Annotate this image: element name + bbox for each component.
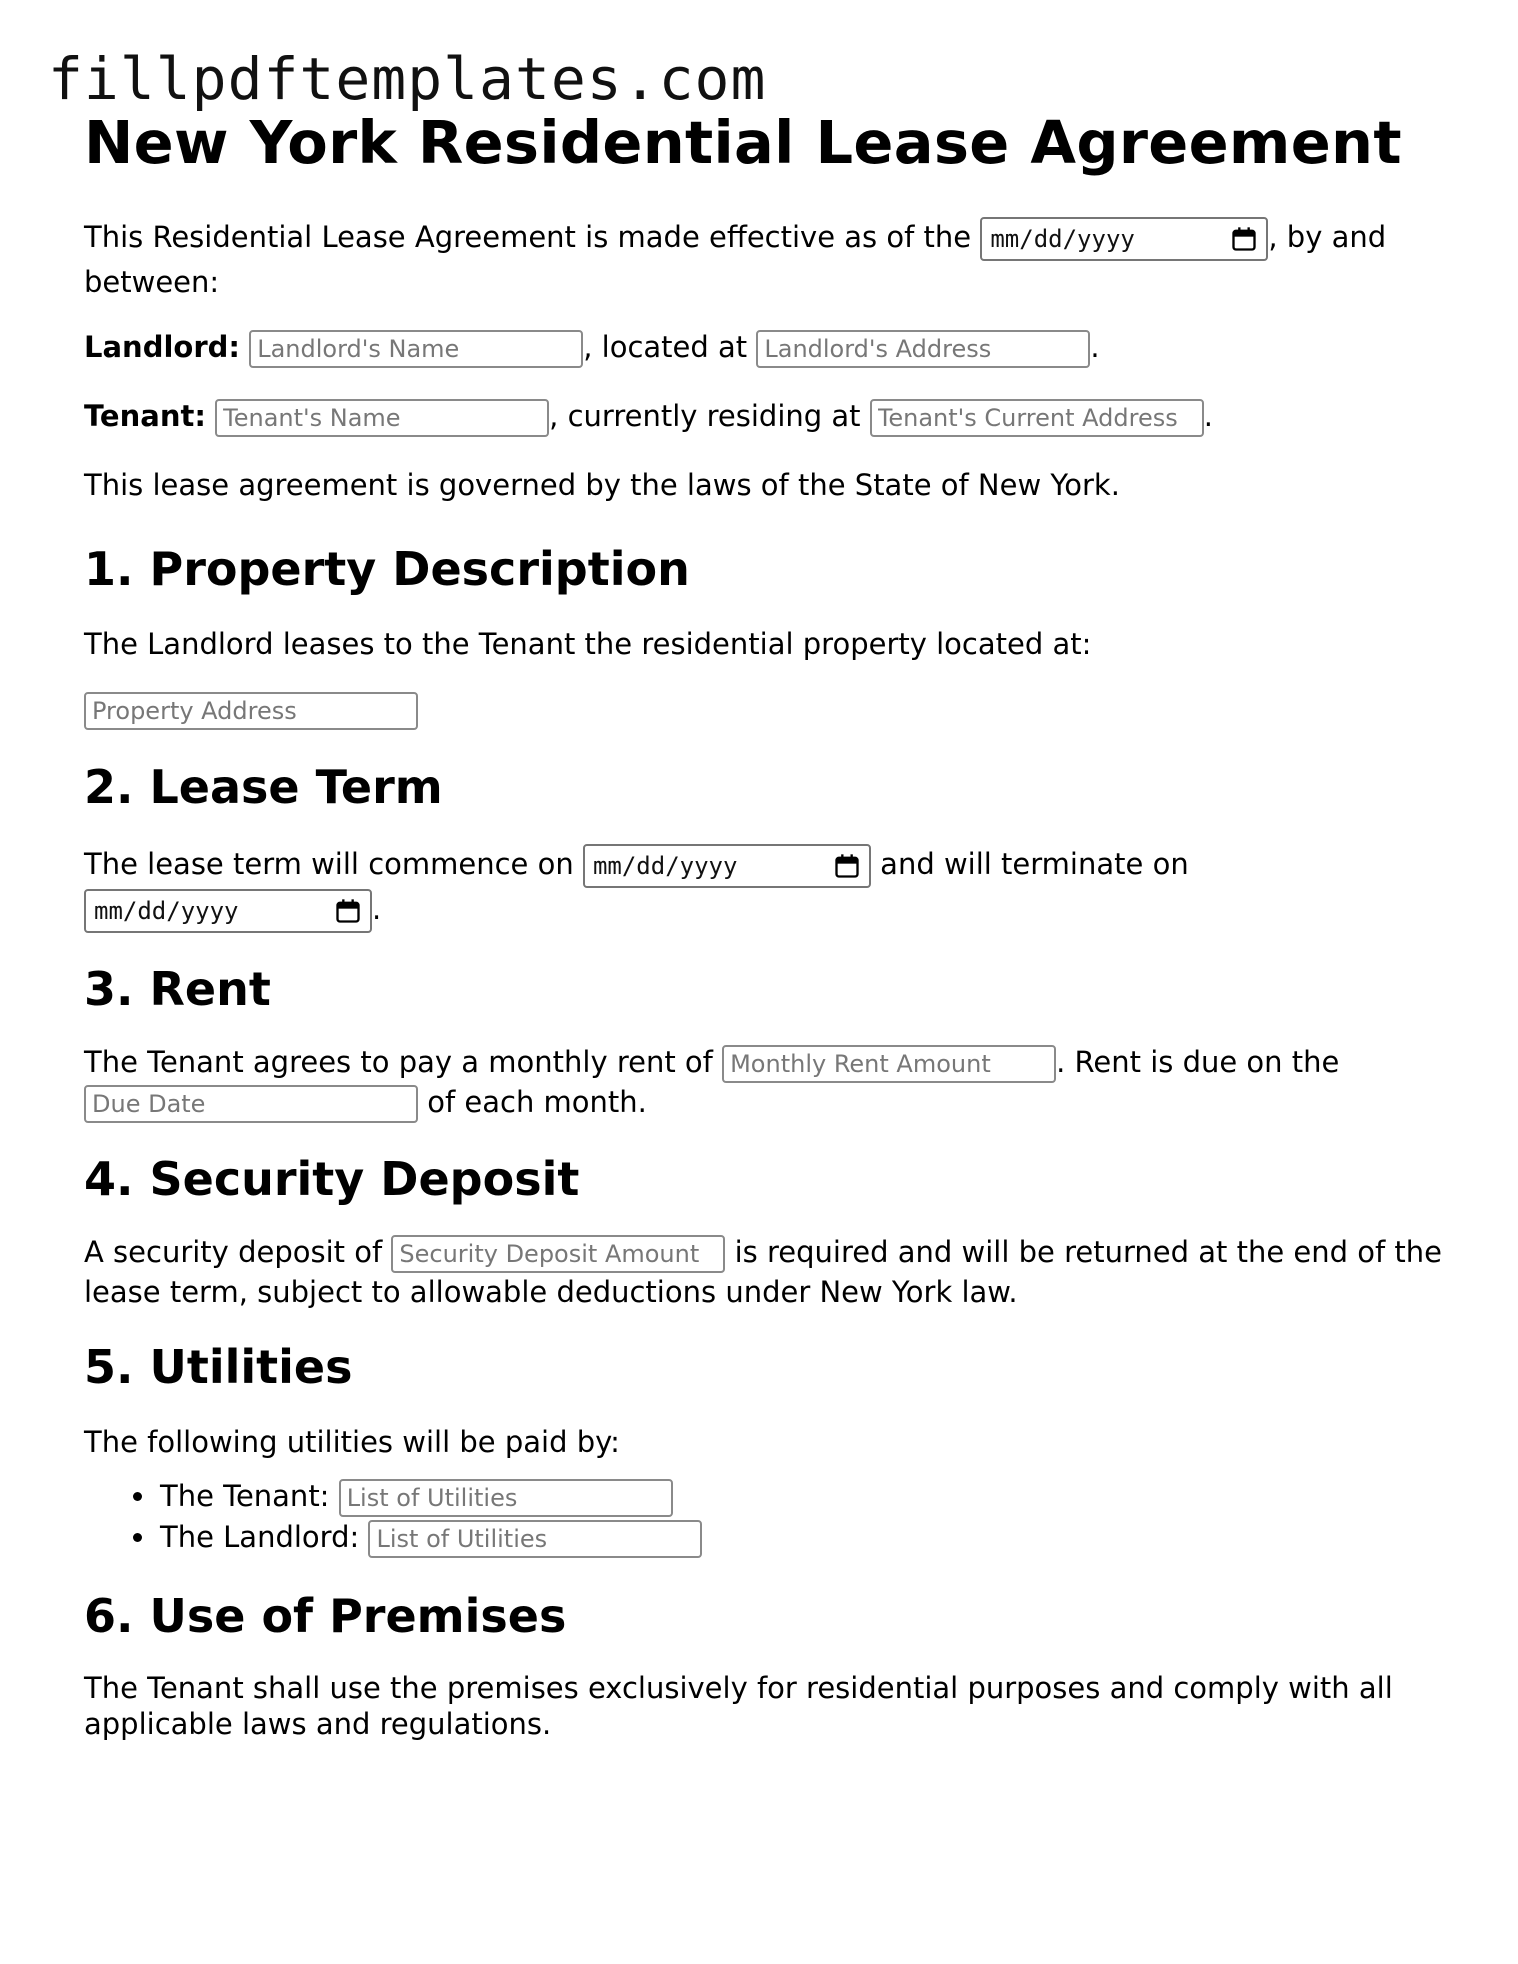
tenant-address-input[interactable] [870,399,1204,437]
period: . [372,892,382,926]
tenant-name-input[interactable] [215,399,549,437]
rent-text-start: The Tenant agrees to pay a monthly rent of [84,1045,713,1079]
term-text-middle: and will terminate on [880,847,1189,881]
section-heading-property: 1. Property Description [84,542,690,596]
governing-law-text: This lease agreement is governed by the laws of the State of New York. [84,468,1120,502]
rent-paragraph [84,1043,1444,1123]
term-text-start: The lease term will commence on [84,847,574,881]
date-placeholder: mm/dd/yyyy [592,851,738,880]
intro-text-end: , by and between: [84,220,1387,299]
section-heading-utilities: 5. Utilities [84,1340,353,1394]
lease-document [84,108,1444,1742]
landlord-connector: , located at [583,330,748,364]
section-heading-term: 2. Lease Term [84,760,443,814]
deposit-text-start: A security deposit of [84,1235,383,1269]
property-field-row [84,688,1444,731]
property-text: The Landlord leases to the Tenant the residential property located at: [84,627,1092,661]
commence-date-input[interactable] [583,844,871,888]
utilities-tenant-label: The Tenant: [160,1479,330,1513]
landlord-name-input[interactable] [249,330,583,368]
period: . [1203,399,1213,433]
period: . [1090,330,1100,364]
landlord-address-input[interactable] [756,330,1090,368]
property-address-input[interactable] [84,692,418,730]
deposit-text-end: is required and will be returned at the end of the lease term, subject to allowable deductions under New York law. [84,1235,1442,1309]
rent-text-end: of each month. [427,1085,647,1119]
due-date-input[interactable] [84,1085,418,1123]
date-placeholder: mm/dd/yyyy [94,896,239,925]
term-paragraph [84,843,1444,933]
tenant-utilities-input[interactable] [339,1479,673,1517]
section-heading-rent: 3. Rent [84,962,271,1016]
tenant-label: Tenant: [84,399,206,433]
rent-text-middle: . Rent is due on the [1056,1045,1340,1079]
calendar-icon[interactable] [334,897,362,925]
monthly-rent-input[interactable] [722,1045,1056,1083]
list-item [158,1517,1444,1558]
tenant-line [84,395,1444,438]
date-placeholder: mm/dd/yyyy [990,224,1135,253]
effective-date-input[interactable] [980,217,1268,261]
intro-text: This Residential Lease Agreement is made effective as of the [84,220,981,254]
calendar-icon[interactable] [833,852,861,880]
site-watermark: fillpdftemplates.com [48,45,767,113]
list-item [158,1476,1444,1517]
utilities-text: The following utilities will be paid by: [84,1425,620,1459]
section-heading-deposit: 4. Security Deposit [84,1152,580,1206]
landlord-utilities-input[interactable] [368,1520,702,1558]
premises-text: The Tenant shall use the premises exclusively for residential purposes and comply with all applicable laws and regulations. [84,1671,1393,1741]
utilities-landlord-label: The Landlord: [160,1520,360,1554]
document-title: New York Residential Lease Agreement [84,108,1402,177]
calendar-icon[interactable] [1230,225,1258,253]
landlord-label: Landlord: [84,330,240,364]
intro-paragraph [84,216,1444,304]
utilities-list [84,1476,1444,1558]
section-heading-premises: 6. Use of Premises [84,1589,567,1643]
landlord-line [84,326,1444,369]
deposit-paragraph [84,1233,1444,1311]
security-deposit-input[interactable] [391,1235,725,1273]
terminate-date-input[interactable] [84,889,372,933]
tenant-connector: , currently residing at [549,399,861,433]
